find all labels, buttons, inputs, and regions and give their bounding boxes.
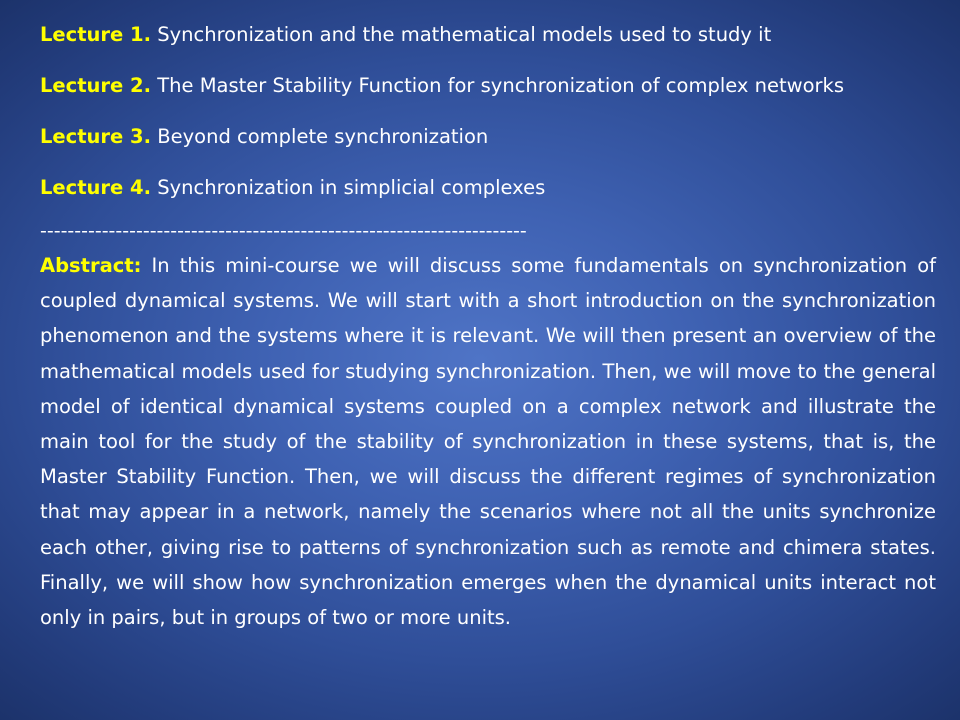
lecture-1-title: Lecture 1. [40,23,152,46]
lecture-4-text: Synchronization in simplicial complexes [157,176,546,199]
abstract-label: Abstract: [40,254,142,277]
lecture-3-title: Lecture 3. [40,125,152,148]
lecture-3-text: Beyond complete synchronization [157,125,489,148]
abstract-paragraph [40,248,936,635]
lecture-1 [40,22,936,48]
lecture-4-title: Lecture 4. [40,176,152,199]
slide-content [40,22,936,655]
lecture-3 [40,124,936,150]
lecture-1-text: Synchronization and the mathematical models used to study it [157,23,772,46]
lecture-2 [40,73,936,99]
lecture-2-title: Lecture 2. [40,74,152,97]
abstract-text: In this mini-course we will discuss some fundamentals on synchronization of coupled dynamical systems. We will start with a short introduction on the synchronization phenomenon and the systems where it is relevant. We will then present an overview of the mathematical models used for studying synchronization. Then, we will move to the general model of identical dynamical systems coupled on a complex network and illustrate the main tool for the study of the stability of synchronization in these systems, that is, the Master Stability Function. Then, we will discuss the different regimes of synchronization that may appear in a network, namely the scenarios where not all the units synchronize each other, giving rise to patterns of synchronization such as remote and chimera states. Finally, we will show how synchronization emerges when the dynamical units interact not only in pairs, but in groups of two or more units. [40,254,936,630]
lecture-2-text: The Master Stability Function for synchronization of complex networks [157,74,844,97]
lecture-4 [40,175,936,201]
section-divider: ----------------------------------------------------------------------- [40,220,527,242]
